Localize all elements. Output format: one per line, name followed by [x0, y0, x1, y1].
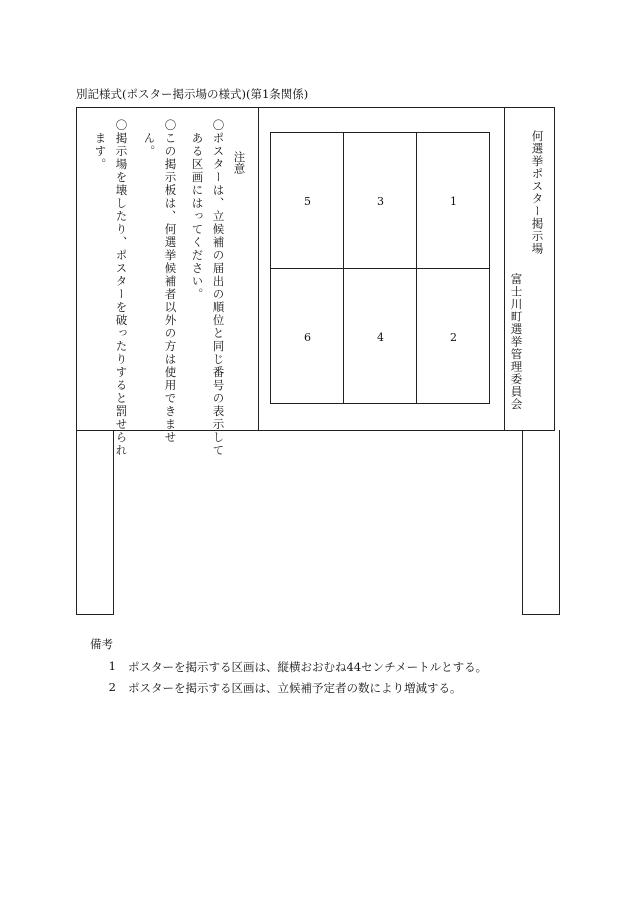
notice-line: ある区画にはってください。 [190, 132, 205, 301]
notice-divider [258, 108, 259, 430]
board-label-organization: 富士川町選挙管理委員会 [509, 273, 524, 411]
remarks-title: 備考 [90, 637, 113, 651]
poster-slot-6: 6 [304, 330, 311, 344]
poster-grid [270, 132, 490, 404]
poster-board [76, 107, 555, 457]
poster-slot-5: 5 [304, 194, 311, 208]
remark-item [90, 659, 487, 675]
poster-slot-4: 4 [377, 330, 384, 344]
remark-text: ポスターを掲示する区画は、立候補予定者の数により増減する。 [128, 681, 462, 695]
remark-item [90, 680, 487, 696]
remarks-section [90, 636, 487, 701]
poster-slot-1: 1 [450, 194, 457, 208]
notice-line: 〇掲示場を壊したり、ポスターを破ったりすると罰せられ [114, 119, 129, 457]
poster-slot-3: 3 [377, 194, 384, 208]
label-divider [504, 108, 505, 430]
notice-line: ます。 [93, 132, 108, 171]
board-post-right [522, 430, 560, 615]
notice-line: ん。 [142, 132, 157, 158]
poster-slot-2: 2 [450, 330, 457, 344]
notice-title: 注意 [232, 151, 247, 174]
remark-text: ポスターを掲示する区画は、縦横おおむね44センチメートルとする。 [128, 660, 488, 674]
board-label-title: 何選挙ポスター掲示場 [530, 130, 545, 255]
notice-line: 〇ポスターは、立候補の届出の順位と同じ番号の表示して [211, 119, 226, 457]
notice-line: 〇この掲示板は、何選挙候補者以外の方は使用できませ [163, 119, 178, 444]
remark-number: 2 [108, 680, 116, 694]
form-title: 別記様式(ポスター掲示場の様式)(第1条関係) [76, 87, 309, 101]
remark-number: 1 [108, 659, 116, 673]
board-post-left [76, 430, 114, 615]
